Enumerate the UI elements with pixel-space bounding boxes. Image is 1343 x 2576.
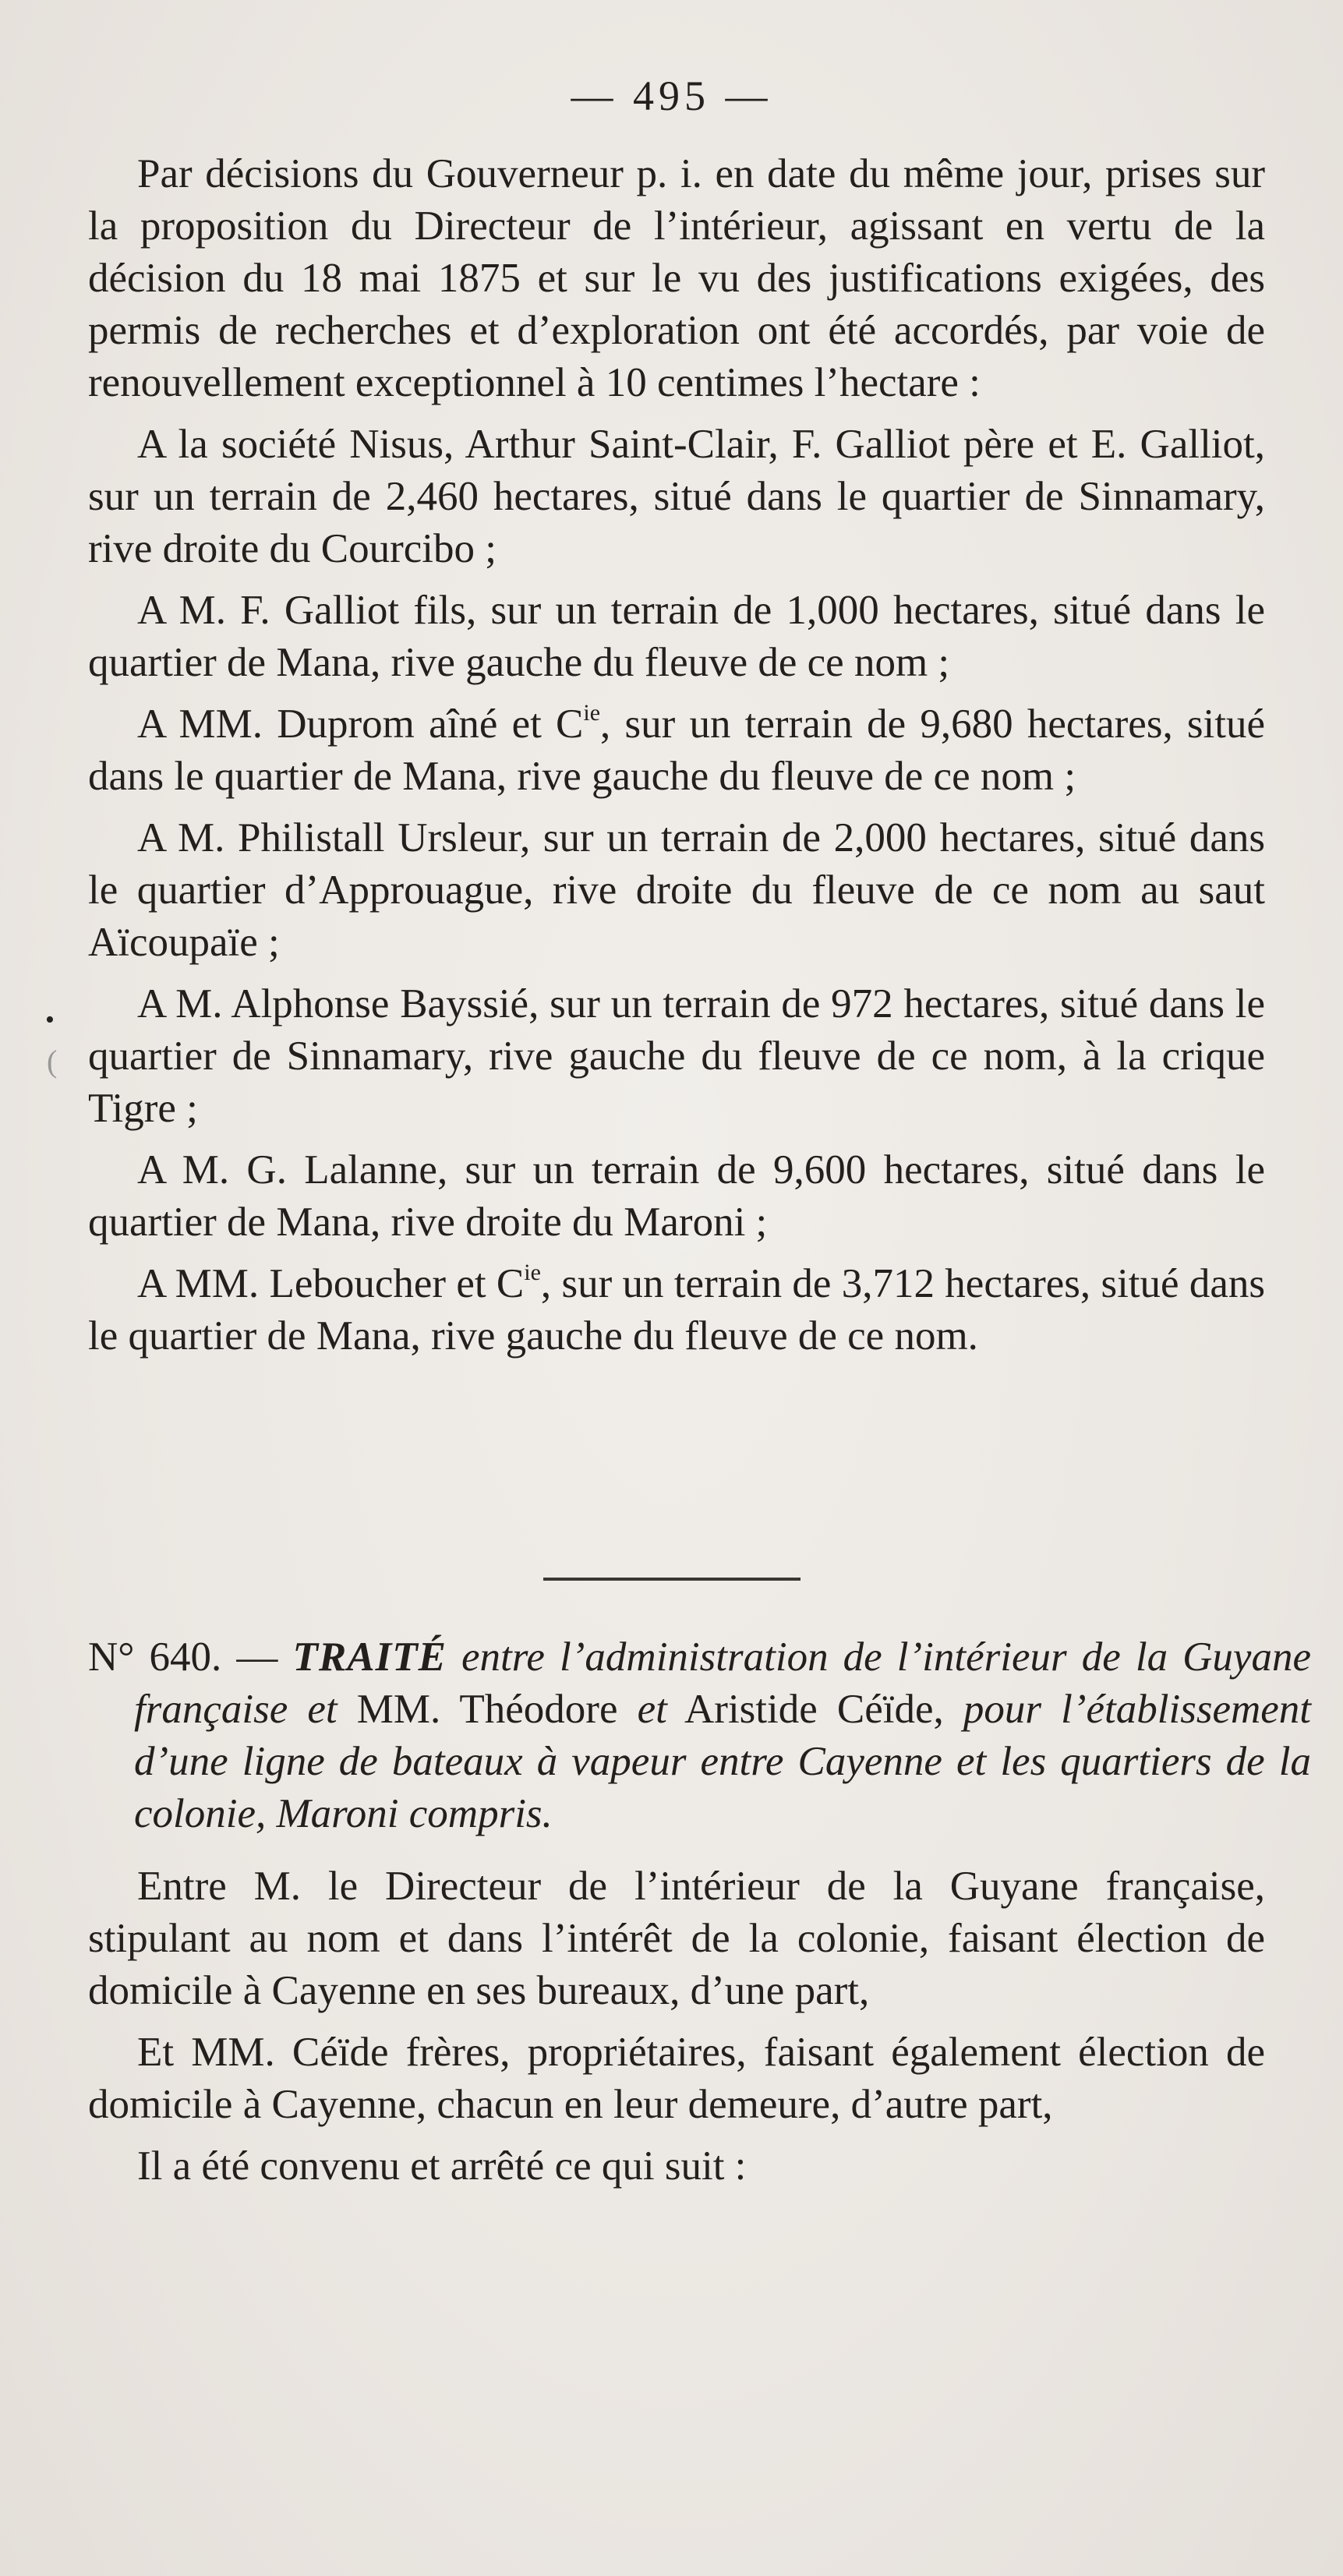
permit-bayssie: A M. Alphonse Bayssié, sur un terrain de 972 hectares, situé dans le quartier de Sinnamary, rive gauche du fleuve de ce nom, à la crique Tigre ; (88, 981, 1265, 1131)
treaty-text-1: entre l’administration de l’intérieur de la Guyane française et (134, 1634, 1311, 1732)
intro-paragraph: Par décisions du Gouverneur p. i. en date du même jour, prises sur la proposition du Directeur de l’intérieur, agissant en vertu de la décision du 18 mai 1875 et sur le vu des justifications exigées, des permis de recherches et d’exploration ont été accordés, par voie de renouvellement exceptionnel à 10 centimes l’hectare : (88, 151, 1265, 405)
duprom-sup: ie (583, 700, 601, 726)
permit-galliot-fils: A M. F. Galliot fils, sur un terrain de 1,000 hectares, situé dans le quartier de Mana, rive gauche du fleuve de ce nom ; (88, 588, 1265, 685)
treaty-names-1: MM. Théodore (356, 1687, 638, 1732)
body-paragraph-ceide: Et MM. Céïde frères, propriétaires, faisant également élection de domicile à Cayenne, chacun en leur demeure, d’autre part, (88, 2030, 1265, 2127)
treaty-et: et (637, 1687, 667, 1732)
treaty-heading (88, 1631, 1311, 1840)
permit-nisus: A la société Nisus, Arthur Saint-Clair, F. Galliot père et E. Galliot, sur un terrain de 2,460 hectares, situé dans le quartier de Sinnamary, rive droite du Courcibo ; (88, 422, 1265, 571)
treaty-number: N° 640. — (88, 1634, 293, 1680)
duprom-text-a: A MM. Duprom aîné et C (137, 701, 584, 747)
leboucher-sup: ie (524, 1260, 541, 1285)
permit-ursleur: A M. Philistall Ursleur, sur un terrain de 2,000 hectares, situé dans le quartier d’Approuague, rive droite du fleuve de ce nom au saut Aïcoupaïe ; (88, 815, 1265, 965)
body-paragraph-directeur: Entre M. le Directeur de l’intérieur de la Guyane française, stipulant au nom et dans l’intérêt de la colonie, faisant élection de domicile à Cayenne en ses bureaux, d’une part, (88, 1864, 1265, 2013)
leboucher-text-b: , sur un terrain de 3,712 hectares, situé dans le quartier de Mana, rive gauche du fleuve de ce nom. (88, 1261, 1265, 1359)
permit-lalanne: A M. G. Lalanne, sur un terrain de 9,600 hectares, situé dans le quartier de Mana, rive droite du Maroni ; (88, 1147, 1265, 1245)
permit-leboucher (88, 1258, 1265, 1362)
treaty-text-2: pour l’établissement d’une ligne de bateaux à vapeur entre Cayenne et les quartiers de la colonie, Maroni compris. (134, 1687, 1312, 1836)
treaty-body (88, 1860, 1265, 2193)
body-paragraph-convenu: Il a été convenu et arrêté ce qui suit : (137, 2143, 747, 2189)
treaty-title-word: TRAITÉ (292, 1634, 447, 1680)
leboucher-text-a: A MM. Leboucher et C (137, 1261, 525, 1306)
permits-section (88, 148, 1265, 1362)
margin-mark: • (45, 1005, 55, 1034)
section-divider (543, 1578, 800, 1581)
treaty-names-2: Aristide Céïde, (666, 1687, 963, 1732)
margin-paren: ( (47, 1044, 58, 1079)
duprom-text-b: , sur un terrain de 9,680 hectares, situé dans le quartier de Mana, rive gauche du fleuve de ce nom ; (88, 701, 1266, 799)
permit-duprom (88, 698, 1265, 803)
page-number: — 495 — (571, 72, 772, 119)
